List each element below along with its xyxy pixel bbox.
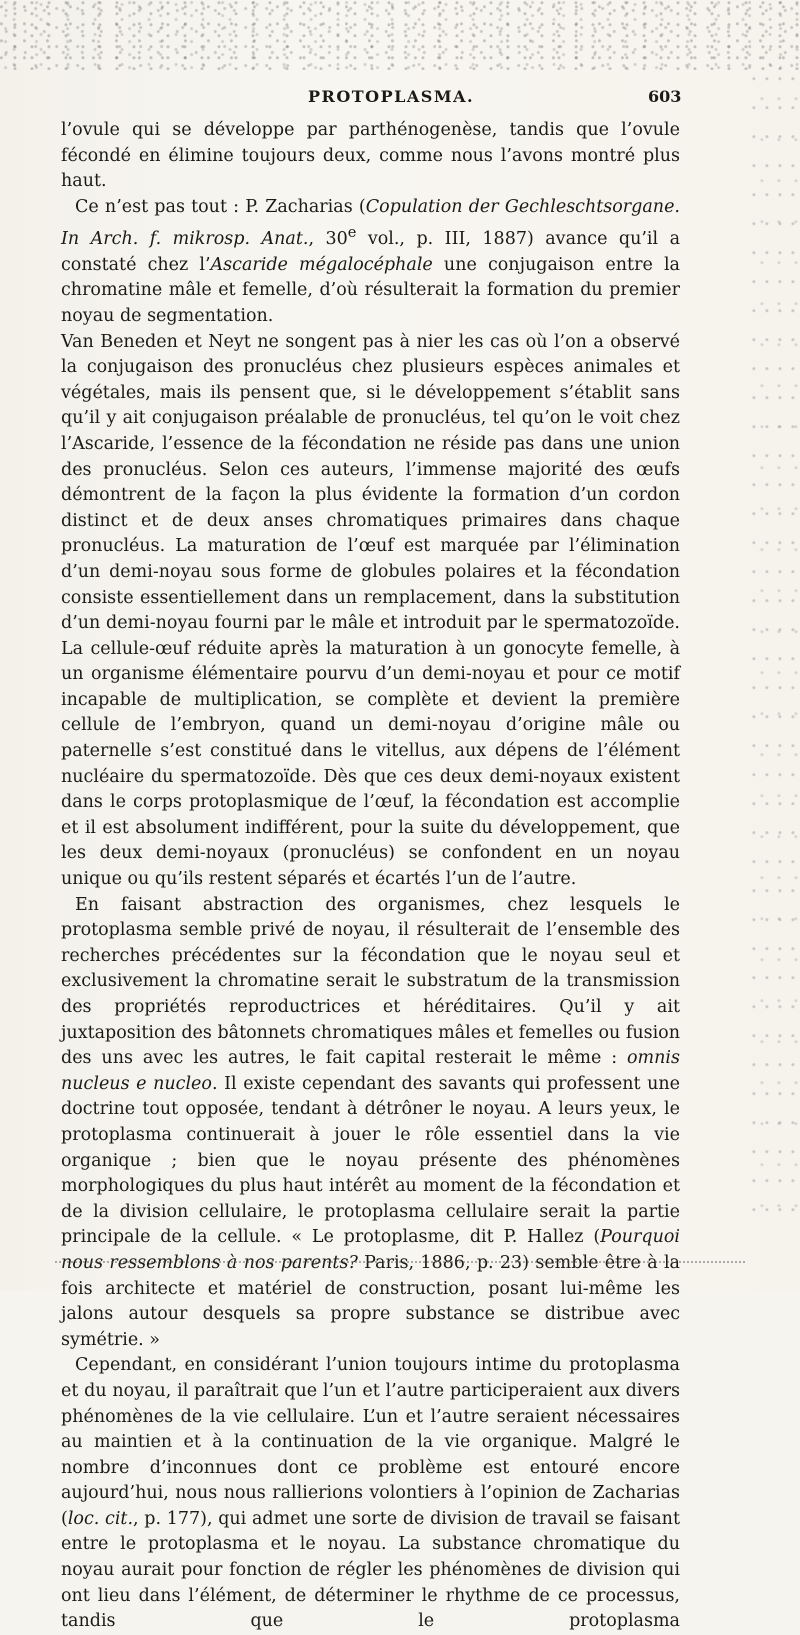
text-run: Paris, 1886, p. 23) semble être à la fois architecte et matériel de construction, posant lui-même les jalons autour desquels sa propre substance se distribue avec symétrie. » (61, 1252, 680, 1350)
scan-bottom-edge (55, 1261, 745, 1265)
scan-noise-right-margin (750, 70, 800, 1220)
page-number: 603 (648, 87, 682, 106)
text-run: , p. 177), qui admet une sorte de division de travail se faisant entre le protoplasma et le noyau. La substance chromatique du noyau aurait pour fonction de régler les phénomènes de division qui ont lieu dans l’élément, de déterminer le rhythme de ce processus, tandis que le protoplasma (61, 1508, 680, 1632)
text-run: Cependant, en considérant l’union toujours intime du protoplasma et du noyau, il paraîtrait que l’un et l’autre participeraient aux divers phénomènes de la vie cellulaire. L’un et l’autre seraient nécessaires au maintien et à la continuation de la vie organique. Malgré le nombre d’inconnues dont ce problème est entouré encore aujourd’hui, nous nous rallierions volontiers à l’opinion de Zacharias ( (61, 1355, 680, 1529)
running-head (0, 87, 800, 111)
italic-run: loc. cit. (67, 1508, 134, 1529)
paragraph-abstraction (61, 893, 680, 1354)
text-run: vol., p. III, 1887) avance qu’il a constaté chez l’ (61, 229, 681, 275)
text-run: Van Beneden et Neyt ne songent pas à nier les cas où l’on a observé la conjugaison des pronucléus chez plusieurs espèces animales et végétales, mais ils pensent que, si le développement s’établit sans qu’il y ait conjugaison préalable de pronucléus, tel qu’on le voit chez l’Ascaride, l’essence de la fécondation ne réside pas dans une union des pronucléus. Selon ces auteurs, l’immense majorité des œufs démontrent de la façon la plus évidente la formation d’un cordon distinct et de deux anses chromatiques primaires dans chaque pronucléus. La maturation de l’œuf est marquée par l’élimination d’un demi-noyau sous forme de globules polaires et la fécondation consiste essentiellement dans un remplacement, dans la substitution d’un demi-noyau fourni par le mâle et introduit par le spermatozoïde. La cellule-œuf réduite après la maturation à un gonocyte femelle, à un organisme élémentaire pourvu d’un demi-noyau et pour ce motif incapable de multiplication, se complète et devient la première cellule de l’embryon, quand un demi-noyau d’origine mâle ou paternelle s’est constitué dans le vitellus, aux dépens de l’élément nucléaire du spermatozoïde. Dès que ces deux demi-noyaux existent dans le corps protoplasmique de l’œuf, la fécondation est accomplie et il est absolument indifférent, pour la suite du développement, que les deux demi-noyaux (pronucléus) se confondent en un noyau unique ou qu’ils restent séparés et écartés l’un de l’autre. (61, 331, 680, 890)
scan-noise-top (0, 0, 800, 70)
running-title: PROTOPLASMA. (308, 87, 475, 106)
paragraph-cependant (61, 1353, 680, 1635)
text-run: . Il existe cependant des savants qui professent une doctrine tout opposée, tendant à détrôner le noyau. A leurs yeux, le protoplasma continuerait à jouer le rôle essentiel dans la vie organique ; bien que le noyau présente des phénomènes morphologiques du plus haut intérêt au moment de la fécondation et de la division cellulaire, le protoplasma cellulaire serait la partie principale de la cellule. « Le protoplasme, dit P. Hallez ( (61, 1073, 680, 1248)
italic-run: Pourquoi nous ressemblons à nos parents? (61, 1227, 680, 1273)
text-run: En faisant abstraction des organismes, chez lesquels le protoplasma semble privé de noyau, il résulterait de l’ensemble des recherches précédentes sur la fécondation que le noyau seul et exclusivement la chromatine serait le substratum de la transmission des propriétés reproductrices et héréditaires. Qu’il y ait juxtaposition des bâtonnets chromatiques mâles et femelles ou fusion des uns avec les autres, le fait capital resterait le même : (61, 894, 680, 1069)
paragraph-van-beneden (61, 330, 680, 893)
body-text (61, 118, 680, 1635)
paragraph-zacharias (61, 195, 680, 330)
text-run: l’ovule qui se développe par parthénogenèse, tandis que l’ovule fécondé en élimine toujours deux, comme nous l’avons montré plus haut. (61, 120, 680, 192)
italic-run: Ascaride mégalocéphale (210, 254, 433, 275)
text-run: , 30 (308, 229, 348, 250)
paragraph-continuation (61, 118, 680, 195)
superscript-run: e (347, 224, 357, 242)
italic-run: Copulation der Gechleschtsorgane. In Arch. f. mikrosp. Anat. (61, 196, 680, 250)
text-run: Ce n’est pas tout : P. Zacharias ( (75, 196, 366, 217)
text-run: une conjugaison entre la chromatine mâle et femelle, d’où résulterait la formation du premier noyau de segmentation. (61, 254, 680, 326)
italic-run: omnis nucleus e nucleo (61, 1048, 680, 1094)
